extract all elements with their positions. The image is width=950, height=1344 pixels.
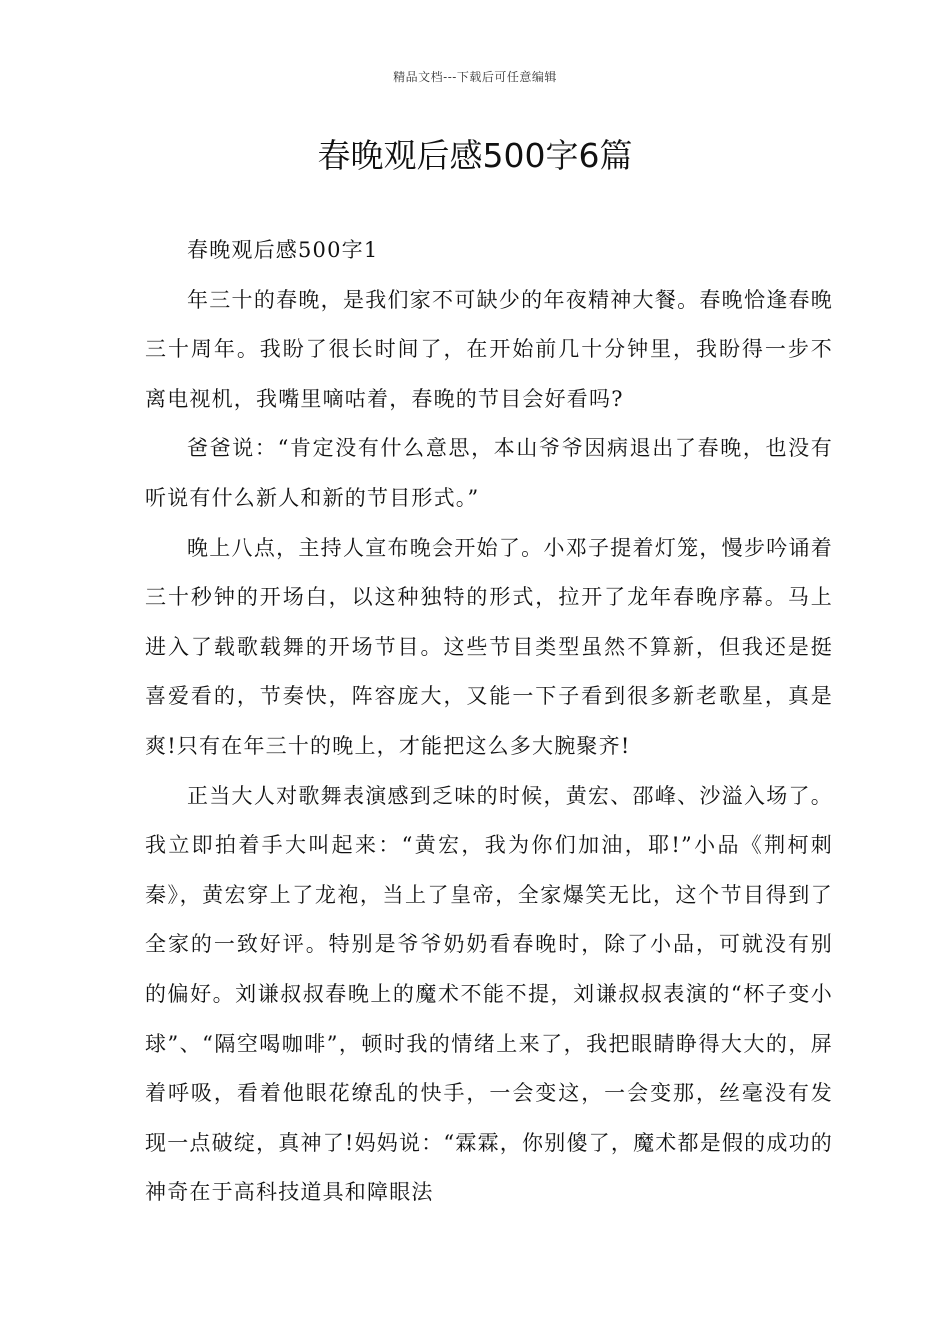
paragraph: 晚上八点，主持人宣布晚会开始了。小邓子提着灯笼，慢步吟诵着三十秒钟的开场白，以这种独特的形式，拉开了龙年春晚序幕。马上进入了载歌载舞的开场节目。这些节目类型虽然不算新，但我还是挺喜爱看的，节奏快，阵容庞大，又能一下子看到很多新老歌星，真是爽!只有在年三十的晚上，才能把这么多大腕聚齐! — [145, 535, 833, 758]
paragraph: 年三十的春晚，是我们家不可缺少的年夜精神大餐。春晚恰逢春晚三十周年。我盼了很长时间了，在开始前几十分钟里，我盼得一步不离电视机，我嘴里嘀咕着，春晚的节目会好看吗? — [145, 287, 833, 411]
paragraph: 爸爸说：“肯定没有什么意思，本山爷爷因病退出了春晚，也没有听说有什么新人和新的节目形式。” — [145, 436, 833, 510]
document-title: 春晚观后感500字6篇 — [317, 136, 633, 175]
section-heading: 春晚观后感500字1 — [187, 238, 379, 262]
paragraph: 正当大人对歌舞表演感到乏味的时候，黄宏、邵峰、沙溢入场了。我立即拍着手大叫起来：“黄宏，我为你们加油，耶!”小品《荆柯刺秦》，黄宏穿上了龙袍，当上了皇帝，全家爆笑无比，这个节目得到了全家的一致好评。特别是爷爷奶奶看春晚时，除了小品，可就没有别的偏好。刘谦叔叔春晚上的魔术不能不提，刘谦叔叔表演的“杯子变小球”、“隔空喝咖啡”，顿时我的情绪上来了，我把眼睛睁得大大的，屏着呼吸，看着他眼花缭乱的快手，一会变这，一会变那，丝毫没有发现一点破绽，真神了!妈妈说：“霖霖，你别傻了，魔术都是假的成功的神奇在于高科技道具和障眼法 — [145, 783, 833, 1205]
document-body — [145, 226, 833, 1218]
header-note: 精品文档---下载后可任意编辑 — [393, 70, 557, 84]
